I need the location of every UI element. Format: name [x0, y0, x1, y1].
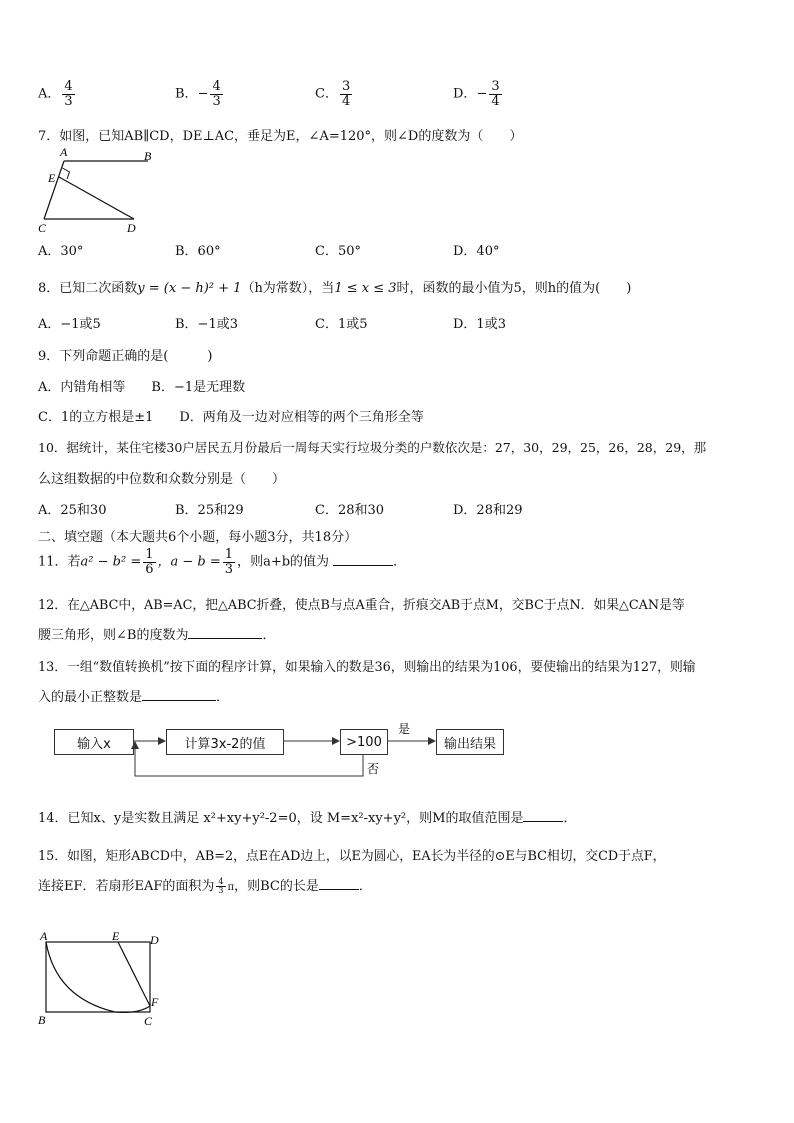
q8-option-c: C．1或5 — [315, 317, 368, 332]
segment-ac — [44, 161, 64, 219]
q6-option-a: A． $\frac{4}{3}$ — [38, 79, 73, 109]
label-e: E — [48, 171, 56, 185]
q15-figure — [30, 928, 170, 1028]
fraction: $\frac{3}{4}$ — [341, 79, 351, 109]
q9-options-line1: A．内错角相等 B．−1是无理数 — [38, 380, 246, 395]
flow-arrows — [0, 715, 794, 785]
q15-stem-line1: 15．如图，矩形ABCD中，AB=2，点E在AD边上，以E为圆心，EA长为半径的⊙E与BC相切，交CD于点F， — [38, 849, 666, 864]
rectangle-abcd — [46, 942, 150, 1012]
label-a: A — [60, 145, 68, 159]
q8-option-d: D．1或3 — [453, 317, 506, 332]
flow-output-box: 输出结果 — [436, 729, 504, 755]
q6-option-c: C． $\frac{3}{4}$ — [315, 79, 351, 109]
answer-blank[interactable] — [523, 809, 563, 822]
q8-option-b: B．−1或3 — [175, 317, 238, 332]
label-b: B — [144, 149, 152, 163]
q9-options-line2: C．1的立方根是±1 D．两角及一边对应相等的两个三角形全等 — [38, 410, 424, 425]
q10-option-b: B．25和29 — [175, 503, 244, 518]
label-c: C — [38, 221, 47, 235]
fraction: $\frac{1}{6}$ — [145, 547, 154, 577]
q10-option-d: D．28和29 — [453, 503, 523, 518]
q14-stem: 14．已知x、y是实数且满足 x²+xy+y²-2=0，设 M=x²-xy+y²，则M的取值范围是 ． — [38, 811, 577, 826]
fraction: $\frac{4}{3}$ — [64, 79, 73, 109]
q6-option-d: D．− $\frac{3}{4}$ — [453, 79, 500, 109]
q7-figure — [30, 144, 170, 236]
q10-stem-line1: 10．据统计，某住宅楼30户居民五月份最后一周每天实行垃圾分类的户数依次是：27，30，29，25，26，28，29，那 — [38, 440, 707, 455]
q7-option-a: A．30° — [38, 244, 84, 259]
flow-compare-box: >100 — [340, 729, 388, 755]
q13-stem-line2: 入的最小正整数是 ． — [38, 690, 230, 705]
label-f: F — [151, 995, 159, 1009]
label-d: D — [150, 933, 159, 947]
label-e: E — [112, 929, 120, 943]
arrow-loop-back — [135, 742, 363, 776]
q8-option-a: A．−1或5 — [38, 317, 101, 332]
flow-yes-label: 是 — [398, 722, 411, 736]
q7-option-b: B．60° — [175, 244, 221, 259]
q8-formula: y = (x − h)² + 1 — [137, 281, 242, 296]
q9-stem: 9．下列命题正确的是( ) — [38, 349, 213, 364]
q7-stem: 7．如图，已知AB∥CD，DE⊥AC，垂足为E，∠A=120°，则∠D的度数为（ ） — [38, 129, 523, 144]
segment-ed — [59, 177, 134, 219]
answer-blank[interactable] — [333, 553, 393, 566]
q13-stem-line1: 13．一组“数值转换机”按下面的程序计算，如果输入的数是36，则输出的结果为106，要使输出的结果为127，则输 — [38, 660, 696, 675]
segment-ef — [118, 942, 150, 1006]
label-a: A — [40, 929, 48, 943]
right-angle-mark — [63, 168, 70, 179]
arc-af — [46, 942, 150, 1012]
q11-stem: 11．若a² − b² = $\frac{1}{6}$ ，a − b = $\frac{1}{3}$ ，则a+b的值为 ． — [38, 547, 407, 577]
answer-blank[interactable] — [142, 688, 216, 701]
answer-blank[interactable] — [188, 626, 262, 639]
fraction: $\frac{3}{4}$ — [491, 79, 500, 109]
flow-compute-box: 计算3x-2的值 — [166, 729, 284, 755]
q12-stem-line1: 12．在△ABC中，AB=AC，把△ABC折叠，使点B与点A重合，折痕交AB于点M，交BC于点N．如果△CAN是等 — [38, 598, 685, 613]
q15-stem-line2: 连接EF．若扇形EAF的面积为 $\frac{4}{3}$ π，则BC的长是 ． — [38, 876, 372, 895]
fraction: $\frac{1}{3}$ — [224, 547, 234, 577]
flow-no-label: 否 — [367, 762, 380, 776]
q7-option-d: D．40° — [453, 244, 500, 259]
q12-stem-line2: 腰三角形，则∠B的度数为 ． — [38, 628, 276, 643]
q8-range: 1 ≤ x ≤ 3 — [334, 281, 397, 296]
q7-option-c: C．50° — [315, 244, 361, 259]
label-b: B — [38, 1013, 46, 1027]
q6-option-b: B．− $\frac{4}{3}$ — [175, 79, 221, 109]
flow-input-box: 输入x — [54, 729, 134, 755]
q10-option-a: A．25和30 — [38, 503, 107, 518]
q8-stem: 8．已知二次函数y = (x − h)² + 1（h为常数），当1 ≤ x ≤ 3时，函数的最小值为5，则h的值为( ) — [38, 281, 632, 296]
q10-option-c: C．28和30 — [315, 503, 385, 518]
fraction: $\frac{4}{3}$ — [212, 79, 221, 109]
section-heading: 二、填空题（本大题共6个小题，每小题3分，共18分） — [38, 530, 358, 545]
q10-stem-line2: 么这组数据的中位数和众数分别是（ ） — [38, 472, 286, 487]
label-c: C — [144, 1014, 153, 1028]
answer-blank[interactable] — [319, 877, 359, 890]
label-d: D — [127, 221, 136, 235]
fraction: $\frac{4}{3}$ — [218, 876, 224, 895]
